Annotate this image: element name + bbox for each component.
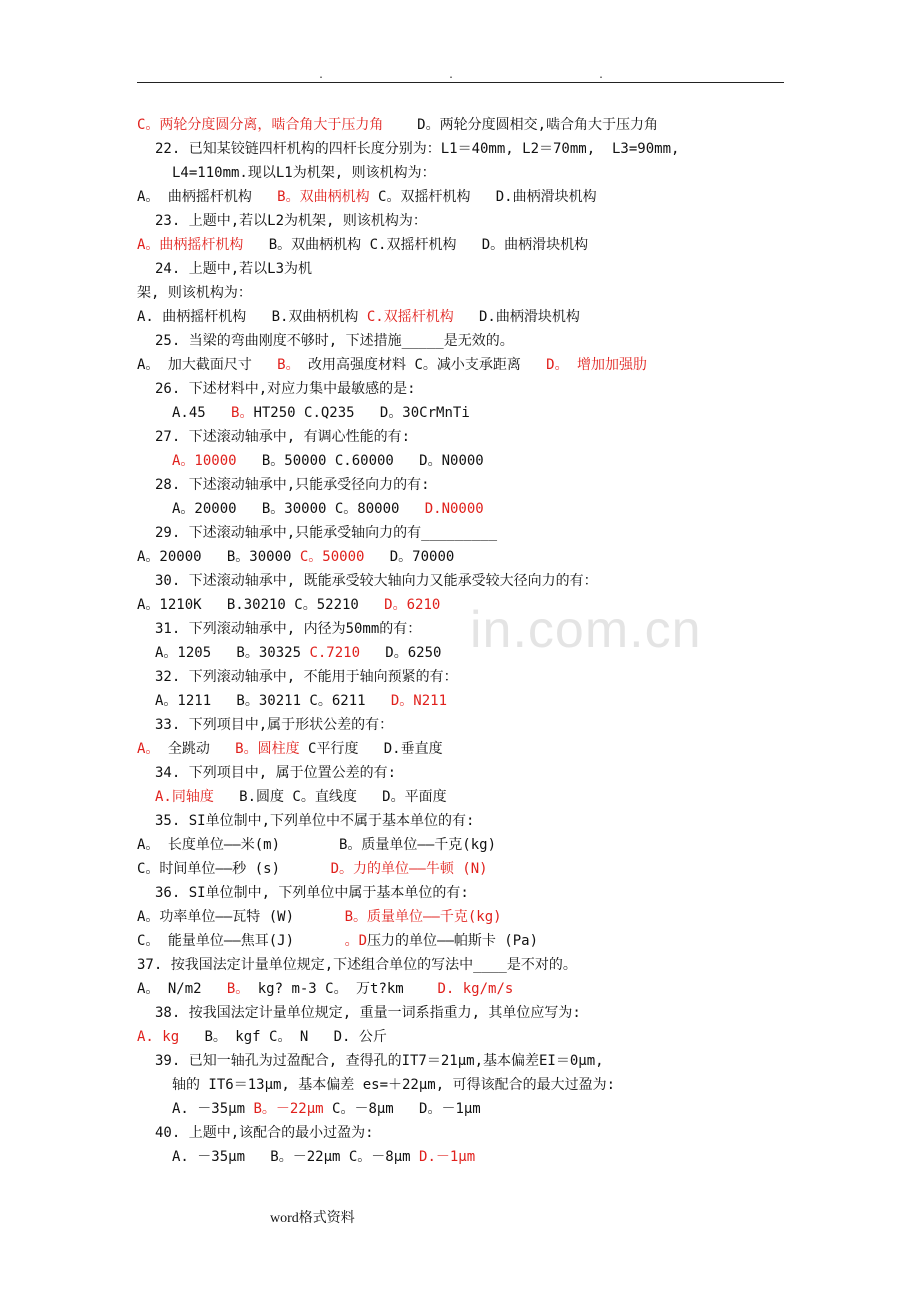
line-text: A。1205 B。30325: [155, 645, 310, 661]
line-text: 26. 下述材料中,对应力集中最敏感的是:: [155, 381, 416, 397]
line-text: 27. 下述滚动轴承中, 有调心性能的有:: [155, 429, 411, 445]
text-line: [137, 932, 538, 950]
line-text: B。50000 C.60000 D。N0000: [236, 453, 484, 469]
text-line: [155, 1124, 374, 1142]
line-text: kg? m-3 C。 万t?km: [249, 981, 438, 997]
answer-text: B。双曲柄机构: [277, 189, 370, 205]
answer-text: D. kg/m/s: [437, 981, 514, 997]
answer-text: D。6210: [384, 597, 441, 613]
text-line: [155, 1004, 581, 1022]
answer-text: C.双摇杆机构: [366, 309, 454, 325]
answer-text: C。两轮分度圆分离，啮合角大于压力角: [137, 117, 384, 133]
answer-text: B。圆柱度: [235, 741, 300, 757]
line-text: D。70000: [364, 549, 455, 565]
text-line: [137, 308, 580, 326]
line-text: A.45: [172, 405, 232, 421]
line-text: 压力的单位——帕斯卡 (Pa): [367, 933, 539, 949]
text-line: [172, 164, 436, 182]
line-text: C。时间单位——秒 (s): [137, 861, 331, 877]
line-text: A。 加大截面尺寸: [137, 357, 278, 373]
line-text: 36. SI单位制中, 下列单位中属于基本单位的有:: [155, 885, 469, 901]
answer-text: B。－22μm: [253, 1101, 324, 1117]
line-text: B。 kgf C。 N D. 公斤: [179, 1029, 387, 1045]
text-line: [137, 116, 658, 134]
text-line: [137, 284, 252, 302]
watermark: in.com.cn: [470, 601, 702, 659]
header-dot: .: [448, 70, 455, 81]
answer-text: B。: [226, 981, 250, 997]
text-line: [172, 1100, 481, 1118]
text-line: [155, 212, 427, 230]
line-text: 32. 下列滚动轴承中, 不能用于轴向预紧的有：: [155, 669, 458, 685]
text-line: [137, 980, 513, 998]
text-line: [155, 572, 598, 590]
answer-text: D.N0000: [424, 501, 484, 517]
line-text: 38. 按我国法定计量单位规定, 重量一词系指重力, 其单位应写为:: [155, 1005, 581, 1021]
line-text: 34. 下列项目中, 属于位置公差的有:: [155, 765, 397, 781]
line-text: A. 曲柄摇杆机构 B.双曲柄机构: [137, 309, 367, 325]
line-text: 22. 已知某铰链四杆机构的四杆长度分别为：L1＝40mm, L2＝70mm, L3=90mm,: [155, 141, 680, 157]
text-line: [155, 716, 393, 734]
line-text: A。20000 B。30000 C。80000: [172, 501, 425, 517]
text-line: [155, 692, 447, 710]
line-text: HT250 C.Q235 D。30CrMnTi: [253, 405, 470, 421]
line-text: 改用高强度材料 C。减小支承距离: [299, 357, 547, 373]
text-line: [155, 620, 421, 638]
line-text: 25. 当梁的弯曲刚度不够时, 下述措施_____是无效的。: [155, 333, 514, 349]
text-line: [172, 500, 484, 518]
line-text: 37. 按我国法定计量单位规定,下述组合单位的写法中____是不对的。: [137, 957, 577, 973]
line-text: 轴的 IT6＝13μm, 基本偏差 es=＋22μm, 可得该配合的最大过盈为:: [172, 1077, 616, 1093]
answer-text: D。N211: [390, 693, 448, 709]
line-text: 39. 已知一轴孔为过盈配合, 查得孔的IT7＝21μm,基本偏差EI＝0μm,: [155, 1053, 604, 1069]
line-text: A. －35μm B。－22μm C。－8μm: [172, 1149, 420, 1165]
answer-text: D。 增加加强肋: [546, 357, 648, 373]
line-text: 33. 下列项目中,属于形状公差的有：: [155, 717, 394, 733]
text-line: [137, 908, 502, 926]
line-text: D。两轮分度圆相交,啮合角大于压力角: [383, 117, 659, 133]
line-text: 架, 则该机构为：: [137, 285, 252, 301]
text-line: [137, 236, 588, 254]
answer-text: A. kg: [137, 1029, 180, 1045]
line-text: 30. 下述滚动轴承中, 既能承受较大轴向力又能承受较大径向力的有：: [155, 573, 598, 589]
line-text: 23. 上题中,若以L2为机架, 则该机构为：: [155, 213, 427, 229]
line-text: 35. SI单位制中,下列单位中不属于基本单位的有:: [155, 813, 475, 829]
line-text: L4=110mm.现以L1为机架, 则该机构为：: [172, 165, 436, 181]
text-line: [155, 260, 312, 278]
text-line: [155, 140, 679, 158]
text-line: [137, 860, 488, 878]
page-footer: word格式资料: [270, 1211, 355, 1226]
text-line: [155, 788, 447, 806]
line-text: B。双曲柄机构 C.双摇杆机构 D。曲柄滑块机构: [243, 237, 589, 253]
line-text: D。6250: [360, 645, 442, 661]
line-text: 31. 下列滚动轴承中, 内径为50mm的有：: [155, 621, 422, 637]
line-text: A. －35μm: [172, 1101, 254, 1117]
answer-text: A.同轴度: [155, 789, 214, 805]
answer-text: B。质量单位——千克(kg): [344, 909, 502, 925]
line-text: 29. 下述滚动轴承中,只能承受轴向力的有_________: [155, 525, 498, 541]
text-line: [137, 356, 647, 374]
header-dot: .: [318, 70, 325, 81]
line-text: B.圆度 C。直线度 D。平面度: [213, 789, 447, 805]
text-line: [137, 836, 496, 854]
text-line: [172, 1148, 475, 1166]
text-line: [172, 1076, 615, 1094]
line-text: A。 N/m2: [137, 981, 227, 997]
line-text: C。双摇杆机构 D.曲柄滑块机构: [369, 189, 597, 205]
text-line: [137, 596, 440, 614]
answer-text: C.7210: [309, 645, 361, 661]
line-text: 40. 上题中,该配合的最小过盈为:: [155, 1125, 374, 1141]
line-text: C平行度 D.垂直度: [299, 741, 443, 757]
line-text: A。功率单位——瓦特 (W): [137, 909, 345, 925]
text-line: [155, 476, 430, 494]
line-text: A。1211 B。30211 C。6211: [155, 693, 391, 709]
line-text: A。 长度单位——米(m) B。质量单位——千克(kg): [137, 837, 497, 853]
text-line: [137, 956, 577, 974]
answer-text: C。50000: [299, 549, 365, 565]
answer-text: B。: [277, 357, 300, 373]
text-line: [155, 812, 474, 830]
line-text: D.曲柄滑块机构: [453, 309, 580, 325]
text-line: [137, 740, 443, 758]
answer-text: D.－1μm: [419, 1149, 476, 1165]
text-line: [137, 188, 597, 206]
answer-text: A。10000: [172, 453, 237, 469]
text-line: [155, 380, 416, 398]
text-line: [155, 428, 410, 446]
text-line: [155, 1052, 604, 1070]
answer-text: A。: [137, 741, 160, 757]
answer-text: 。D: [344, 933, 368, 949]
line-text: C。－8μm D。－1μm: [323, 1101, 481, 1117]
text-line: [172, 404, 470, 422]
answer-text: A。曲柄摇杆机构: [137, 237, 244, 253]
text-line: [137, 1028, 387, 1046]
text-line: [155, 332, 514, 350]
line-text: A。 曲柄摇杆机构: [137, 189, 278, 205]
text-line: [137, 548, 454, 566]
line-text: A。1210K B.30210 C。52210: [137, 597, 385, 613]
header-dot: .: [598, 70, 605, 81]
line-text: 全跳动: [159, 741, 236, 757]
answer-text: D。力的单位——牛顿 (N): [330, 861, 488, 877]
text-line: [155, 884, 469, 902]
text-line: [155, 764, 396, 782]
line-text: C。 能量单位——焦耳(J): [137, 933, 345, 949]
answer-text: B。: [231, 405, 254, 421]
text-line: [155, 524, 497, 542]
header-rule: [137, 82, 784, 83]
text-line: [155, 668, 458, 686]
line-text: 24. 上题中,若以L3为机: [155, 261, 313, 277]
line-text: 28. 下述滚动轴承中,只能承受径向力的有:: [155, 477, 430, 493]
line-text: A。20000 B。30000: [137, 549, 300, 565]
text-line: [155, 644, 441, 662]
text-line: [172, 452, 484, 470]
